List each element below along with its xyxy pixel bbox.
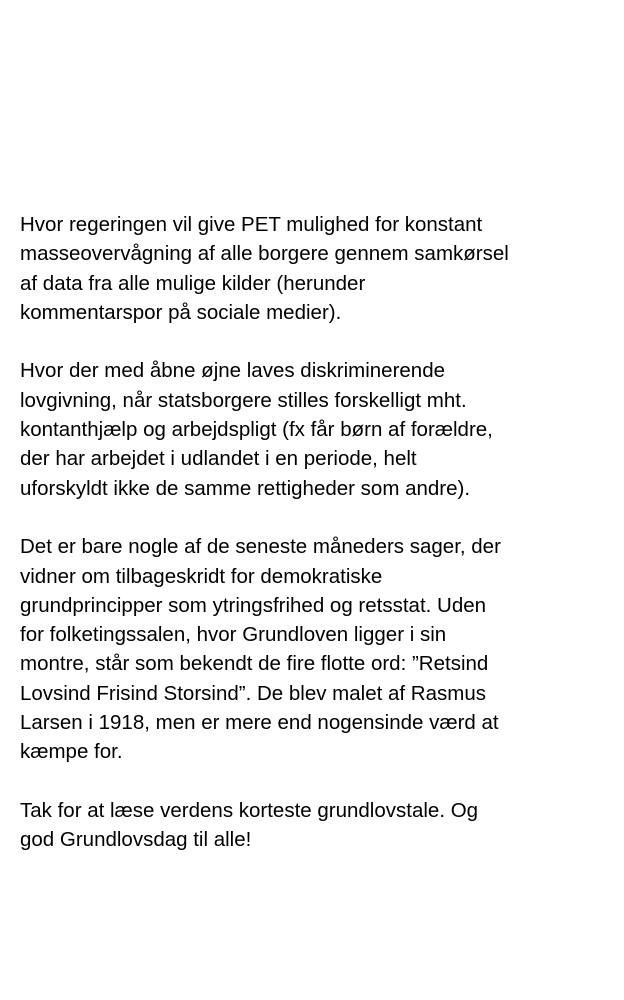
document-body xyxy=(20,210,616,884)
paragraph-4: Tak for at læse verdens korteste grundlovstale. Og god Grundlovsdag til alle! xyxy=(20,798,479,852)
paragraph-2: Hvor der med åbne øjne laves diskriminerende lovgivning, når statsborgere stilles forskelligt mht. kontanthjælp og arbejdspligt (fx får børn af forældre, der har arbejdet i udlandet i en periode, helt uforskyldt ikke de samme rettigheder som andre). xyxy=(20,359,493,500)
paragraph-3: Det er bare nogle af de seneste måneders sager, der vidner om tilbageskridt for demokratiske grundprincipper som ytringsfrihed og retsstat. Uden for folketingssalen, hvor Grundloven ligger i sin montre, står som bekendt de fire flotte ord: ”Retsind Lovsind Frisind Storsind”. De blev malet af Rasmus Larsen i 1918, men er mere end nogensinde værd at kæmpe for. xyxy=(20,535,501,764)
paragraph-1: Hvor regeringen vil give PET mulighed for konstant masseovervågning af alle borgere gennem samkørsel af data fra alle mulige kilder (herunder kommentarspor på sociale medier). xyxy=(20,213,509,324)
